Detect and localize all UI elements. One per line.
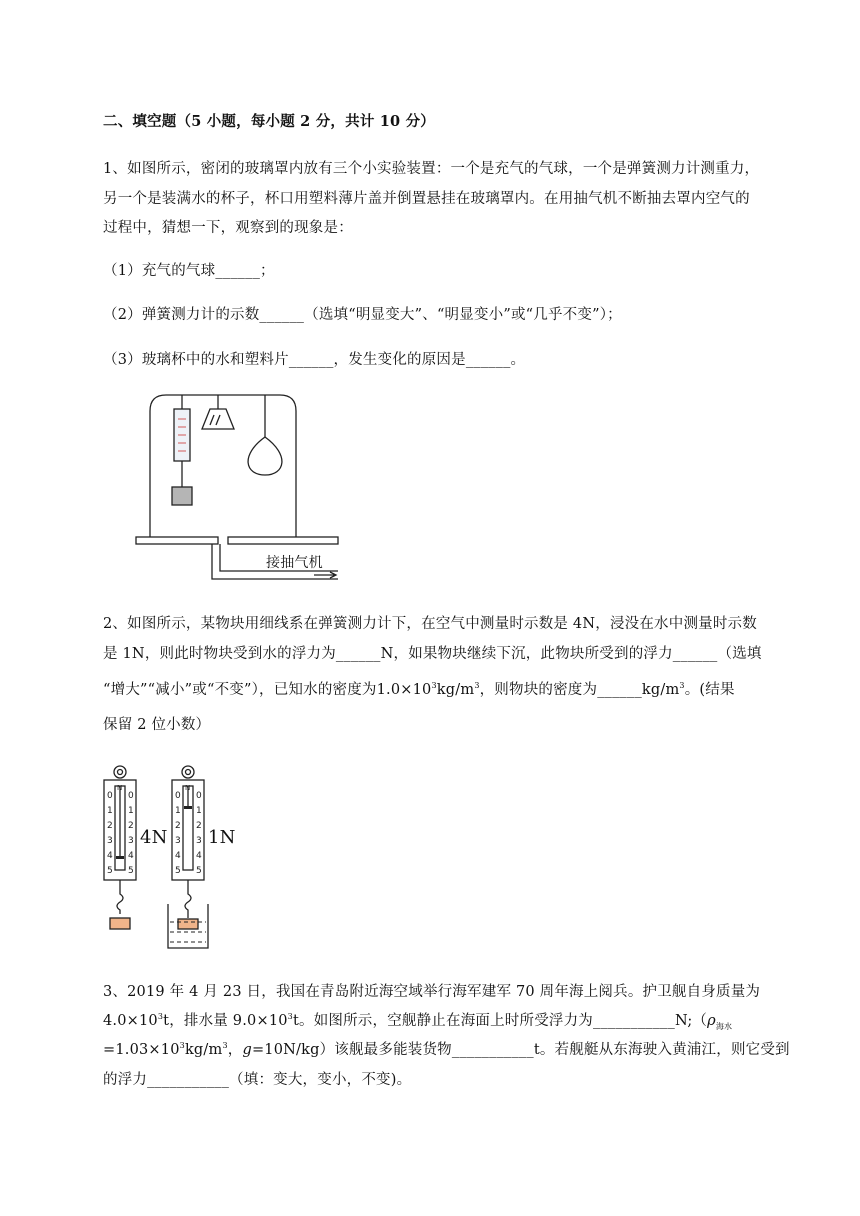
- svg-text:4: 4: [196, 851, 202, 861]
- svg-text:3: 3: [196, 836, 202, 846]
- q1-text-line-3: 过程中，猜想一下，观察到的现象是：: [103, 220, 353, 236]
- q2-text-line-3: “增大”“减小”或“不变”），已知水的密度为$1.0\times 10^3kg/m^3$，则物块的密度为$\_\_\_\_\_\_kg/m^3$。(结果: [103, 681, 735, 698]
- svg-text:0: 0: [196, 791, 202, 801]
- svg-text:N: N: [185, 784, 191, 792]
- q1-sub-question-3: （3）玻璃杯中的水和塑料片______，发生变化的原因是______。: [103, 352, 526, 368]
- svg-text:0: 0: [107, 791, 113, 801]
- svg-text:3: 3: [175, 836, 181, 846]
- q1-sub-question-2: （2）弹簧测力计的示数______（选填“明显变大”、“明显变小”或“几乎不变”）；: [103, 307, 622, 323]
- pump-label: 接抽气机: [266, 555, 323, 571]
- svg-text:0: 0: [128, 791, 134, 801]
- q1-sub-question-1: （1）充气的气球______；: [103, 263, 275, 279]
- q3-text-line-2: $4.0\times 10^3t$，排水量 $9.0\times 10^3t$。如图所示，空舰静止在海面上时所受浮力为$\_\_\_\_\_\_\_\_\_\_\_N;(\rho_{海水}$: [103, 1012, 733, 1031]
- q2-text-line-2: 是 1N，则此时物块受到水的浮力为______N，如果物块继续下沉，此物块所受到的浮力______（选填: [103, 646, 762, 662]
- q3-text-line-1: 3、2019 年 4 月 23 日，我国在青岛附近海空域举行海军建军 70 周年海上阅兵。护卫舰自身质量为: [103, 984, 761, 1000]
- svg-text:1: 1: [175, 806, 181, 816]
- q2-text-line-1: 2、如图所示，某物块用细线系在弹簧测力计下，在空气中测量时示数是 4N，浸没在水中测量时示数: [103, 616, 757, 632]
- svg-text:3: 3: [128, 836, 134, 846]
- q1-text-line-1: 1、如图所示，密闭的玻璃罩内放有三个小实验装置：一个是充气的气球，一个是弹簧测力计测重力，: [103, 161, 760, 177]
- left-scale-label: 4N: [140, 827, 168, 848]
- svg-text:2: 2: [175, 821, 181, 831]
- q1-text-line-2: 另一个是装满水的杯子，杯口用塑料薄片盖并倒置悬挂在玻璃罩内。在用抽气机不断抽去罩内空气的: [103, 191, 750, 207]
- svg-text:4: 4: [107, 851, 113, 861]
- svg-text:1: 1: [196, 806, 202, 816]
- svg-text:5: 5: [175, 866, 181, 876]
- svg-text:1: 1: [107, 806, 113, 816]
- svg-text:2: 2: [128, 821, 134, 831]
- svg-text:2: 2: [107, 821, 113, 831]
- section-title: 二、填空题（5 小题，每小题 2 分，共计 10 分）: [103, 113, 435, 130]
- svg-text:0: 0: [175, 791, 181, 801]
- spring-scale-figure: [98, 762, 248, 952]
- svg-text:4: 4: [128, 851, 134, 861]
- svg-text:5: 5: [196, 866, 202, 876]
- svg-text:4: 4: [175, 851, 181, 861]
- q2-text-line-4: 保留 2 位小数）: [103, 717, 211, 733]
- svg-text:2: 2: [196, 821, 202, 831]
- svg-text:5: 5: [107, 866, 113, 876]
- svg-text:1: 1: [128, 806, 134, 816]
- q3-text-line-3: $=1.03\times 10^3kg/m^3$，g=10N/kg）该舰最多能装货物___________t。若舰艇从东海驶入黄浦江，则它受到: [103, 1041, 790, 1058]
- right-scale-label: 1N: [208, 827, 236, 848]
- svg-text:5: 5: [128, 866, 134, 876]
- svg-text:N: N: [117, 784, 123, 792]
- svg-text:3: 3: [107, 836, 113, 846]
- q3-text-line-4: 的浮力___________（填：变大，变小，不变)。: [103, 1072, 412, 1088]
